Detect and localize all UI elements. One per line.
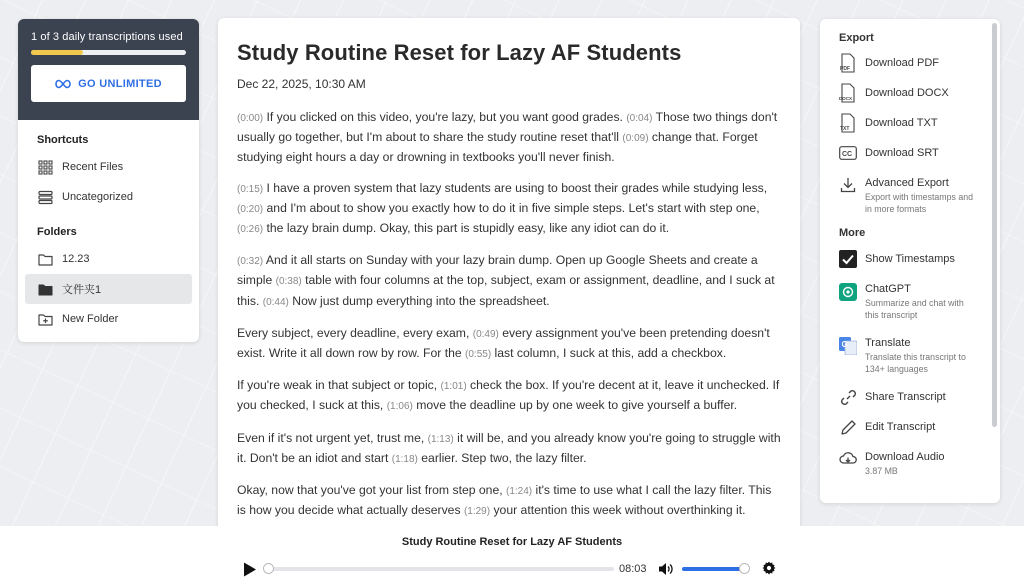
- infinity-icon: [55, 79, 71, 89]
- transcript-paragraph: [237, 179, 781, 240]
- volume-icon[interactable]: [658, 562, 673, 576]
- download-audio-label: Download Audio: [865, 451, 945, 463]
- pencil-icon: [839, 417, 857, 437]
- chatgpt-description: Summarize and chat with this transcript: [865, 298, 964, 320]
- transcript-text: If you're weak in that subject or topic,: [237, 378, 441, 393]
- transcript-text: Okay, now that you've got your list from step one,: [237, 483, 506, 498]
- transcript-text: If you clicked on this video, you're lazy, but you want good grades.: [263, 110, 627, 124]
- sidebar-folder-active[interactable]: [25, 274, 192, 304]
- transcript-paragraph: [237, 429, 781, 469]
- more-heading: More: [839, 227, 866, 239]
- playback-progress-handle[interactable]: [263, 563, 274, 574]
- new-folder-button[interactable]: [18, 304, 199, 334]
- transcript-text: Now just dump everything into the spreadsheet.: [288, 293, 550, 308]
- transcript-text: earlier. Step two, the lazy filter.: [417, 450, 587, 465]
- checkbox-checked-icon[interactable]: [839, 249, 857, 269]
- download-txt-label: Download TXT: [865, 117, 938, 129]
- download-txt-button[interactable]: [839, 113, 1000, 133]
- usage-progress-fill: [31, 50, 83, 55]
- sidebar-item-uncategorized[interactable]: [18, 182, 199, 212]
- folder-plus-icon: [38, 312, 53, 327]
- timestamp[interactable]: (0:04): [626, 113, 653, 124]
- timestamp[interactable]: (0:09): [622, 133, 649, 145]
- download-srt-label: Download SRT: [865, 147, 939, 159]
- folders-title: Folders: [37, 226, 77, 238]
- link-icon: [839, 387, 857, 407]
- document-date: Dec 22, 2025, 10:30 AM: [237, 77, 366, 91]
- show-timestamps-toggle[interactable]: [839, 249, 1000, 269]
- transcript-paragraph: [237, 376, 781, 416]
- chatgpt-icon: [839, 279, 857, 299]
- txt-file-icon: [839, 113, 857, 133]
- show-timestamps-label: Show Timestamps: [865, 253, 955, 265]
- svg-text:DOCX: DOCX: [839, 96, 853, 101]
- usage-progress-bar: [31, 50, 186, 55]
- sidebar-item-recent-files[interactable]: [18, 152, 199, 182]
- edit-transcript-button[interactable]: [839, 417, 1000, 437]
- playback-time: 08:03: [619, 563, 647, 575]
- transcript-text: check the box. If you're decent at it, leave it unchecked. If you checked, I suck at this,: [237, 378, 780, 413]
- timestamp[interactable]: (0:15): [237, 183, 264, 195]
- timestamp[interactable]: (1:18): [391, 453, 418, 465]
- timestamp[interactable]: (1:01): [440, 381, 467, 393]
- volume-slider-handle[interactable]: [739, 563, 750, 574]
- cc-icon: [839, 143, 857, 163]
- transcript-text: every assignment you've been pretending doesn't exist. Write it all down row by row. For the: [237, 325, 770, 361]
- transcript-text: Those two things don't usually go together, but I'm about to share the study routine reset that'll: [237, 110, 778, 145]
- player-title: Study Routine Reset for Lazy AF Students: [401, 536, 623, 548]
- advanced-export-label: Advanced Export: [865, 177, 949, 189]
- play-icon[interactable]: [243, 562, 257, 577]
- translate-label: Translate: [865, 337, 911, 349]
- go-unlimited-button[interactable]: [31, 65, 186, 102]
- sidebar-item-label: 文件夹1: [62, 284, 102, 296]
- timestamp[interactable]: (0:44): [262, 296, 289, 308]
- page-title: Study Routine Reset for Lazy AF Students: [237, 40, 682, 65]
- transcript-text: Even if it's not urgent yet, trust me,: [237, 430, 428, 445]
- share-transcript-label: Share Transcript: [865, 391, 946, 403]
- advanced-export-description: Export with timestamps and in more formats: [865, 192, 974, 214]
- svg-text:TXT: TXT: [840, 126, 850, 132]
- timestamp[interactable]: (1:29): [463, 506, 491, 518]
- transcript-text: and I'm about to show you exactly how to do it in five simple steps. Let's start with step one,: [263, 200, 760, 215]
- timestamp[interactable]: (1:13): [427, 433, 454, 445]
- translate-icon: [839, 333, 857, 353]
- transcript-text: the lazy brain dump. Okay, this part is stupidly easy, like any idiot can do it.: [263, 221, 670, 236]
- transcript-text: And it all starts on Sunday with your lazy brain dump. Open up Google Sheets and create a simple: [237, 253, 758, 288]
- download-srt-button[interactable]: [839, 143, 1000, 163]
- transcript-paragraph: [237, 481, 781, 521]
- transcript-text: it's time to use what I call the lazy filter. This is how you decide what actually deserves: [237, 483, 772, 518]
- transcript-text: change that. Forget studying eight hours a day or drowning in textbooks you'll never finish.: [237, 130, 758, 165]
- timestamp[interactable]: (1:06): [386, 401, 413, 413]
- volume-slider[interactable]: [682, 567, 748, 571]
- timestamp[interactable]: (0:26): [237, 224, 264, 236]
- edit-transcript-label: Edit Transcript: [865, 421, 936, 433]
- sidebar-item-label: 12.23: [62, 253, 90, 265]
- transcript-text: Every subject, every deadline, every exam,: [237, 325, 473, 340]
- chatgpt-label: ChatGPT: [865, 283, 911, 295]
- audio-player: [0, 526, 1024, 583]
- usage-text: 1 of 3 daily transcriptions used: [31, 31, 183, 43]
- actions-panel: [820, 19, 1000, 503]
- svg-text:PDF: PDF: [840, 66, 850, 72]
- shortcuts-title: Shortcuts: [37, 134, 89, 146]
- timestamp[interactable]: (0:49): [472, 328, 499, 340]
- advanced-export-button[interactable]: [839, 173, 1000, 215]
- download-icon: [839, 173, 857, 193]
- transcript-text: it will be, and you already know you're going to struggle with it. Don't be an idiot and start: [237, 430, 781, 465]
- playback-progress-bar[interactable]: [266, 567, 614, 571]
- cloud-download-icon: [839, 447, 857, 467]
- download-docx-button[interactable]: [839, 83, 1000, 103]
- transcript-text: I have a proven system that lazy students are using to boost their grades while studying less,: [263, 180, 768, 195]
- pdf-file-icon: [839, 53, 857, 73]
- actions-scrollbar[interactable]: [992, 23, 997, 427]
- transcript-text: last column, I suck at this, add a checkbox.: [491, 346, 727, 361]
- transcript-text: table with four columns at the top, subject, exam or assignment, deadline, and I suck at this.: [237, 273, 775, 308]
- download-docx-label: Download DOCX: [865, 87, 949, 99]
- chatgpt-button[interactable]: [839, 279, 1000, 321]
- transcript-panel: [218, 18, 800, 538]
- export-heading: Export: [839, 32, 874, 44]
- sidebar-item-label: Recent Files: [62, 161, 124, 173]
- download-pdf-label: Download PDF: [865, 57, 939, 69]
- translate-description: Translate this transcript to 134+ languages: [865, 352, 966, 374]
- timestamp[interactable]: (0:55): [465, 349, 492, 361]
- timestamp[interactable]: (0:32): [237, 256, 264, 268]
- volume-slider-fill: [682, 567, 745, 571]
- timestamp[interactable]: (0:38): [275, 276, 302, 288]
- usage-card: [18, 19, 199, 120]
- transcript-paragraph: [237, 108, 781, 167]
- transcript-paragraph: [237, 251, 781, 312]
- folder-filled-icon: [38, 282, 53, 297]
- share-transcript-button[interactable]: [839, 387, 1000, 407]
- audio-file-size: 3.87 MB: [865, 466, 898, 476]
- left-sidebar: [18, 19, 199, 342]
- grid-icon: [38, 160, 53, 175]
- transcript-text: move the deadline up by one week to give yourself a buffer.: [412, 398, 738, 413]
- svg-text:CC: CC: [842, 151, 853, 158]
- sidebar-folder-12-23[interactable]: [18, 244, 199, 274]
- go-unlimited-label: GO UNLIMITED: [78, 77, 162, 90]
- transcript-body: [237, 108, 781, 521]
- transcript-paragraph: [237, 324, 781, 364]
- download-audio-button[interactable]: [839, 447, 1000, 477]
- stack-icon: [38, 190, 53, 205]
- folder-icon: [38, 252, 53, 267]
- translate-button[interactable]: [839, 333, 1000, 375]
- timestamp[interactable]: (0:00): [237, 113, 264, 124]
- svg-text:G: G: [841, 340, 848, 349]
- gear-icon[interactable]: [762, 561, 776, 575]
- timestamp[interactable]: (0:20): [237, 203, 264, 215]
- sidebar-item-label: Uncategorized: [62, 191, 133, 203]
- transcript-text: your attention this week without overthinking it.: [490, 503, 746, 518]
- download-pdf-button[interactable]: [839, 53, 1000, 73]
- docx-file-icon: [839, 83, 857, 103]
- timestamp[interactable]: (1:24): [506, 486, 533, 498]
- new-folder-label: New Folder: [62, 313, 119, 325]
